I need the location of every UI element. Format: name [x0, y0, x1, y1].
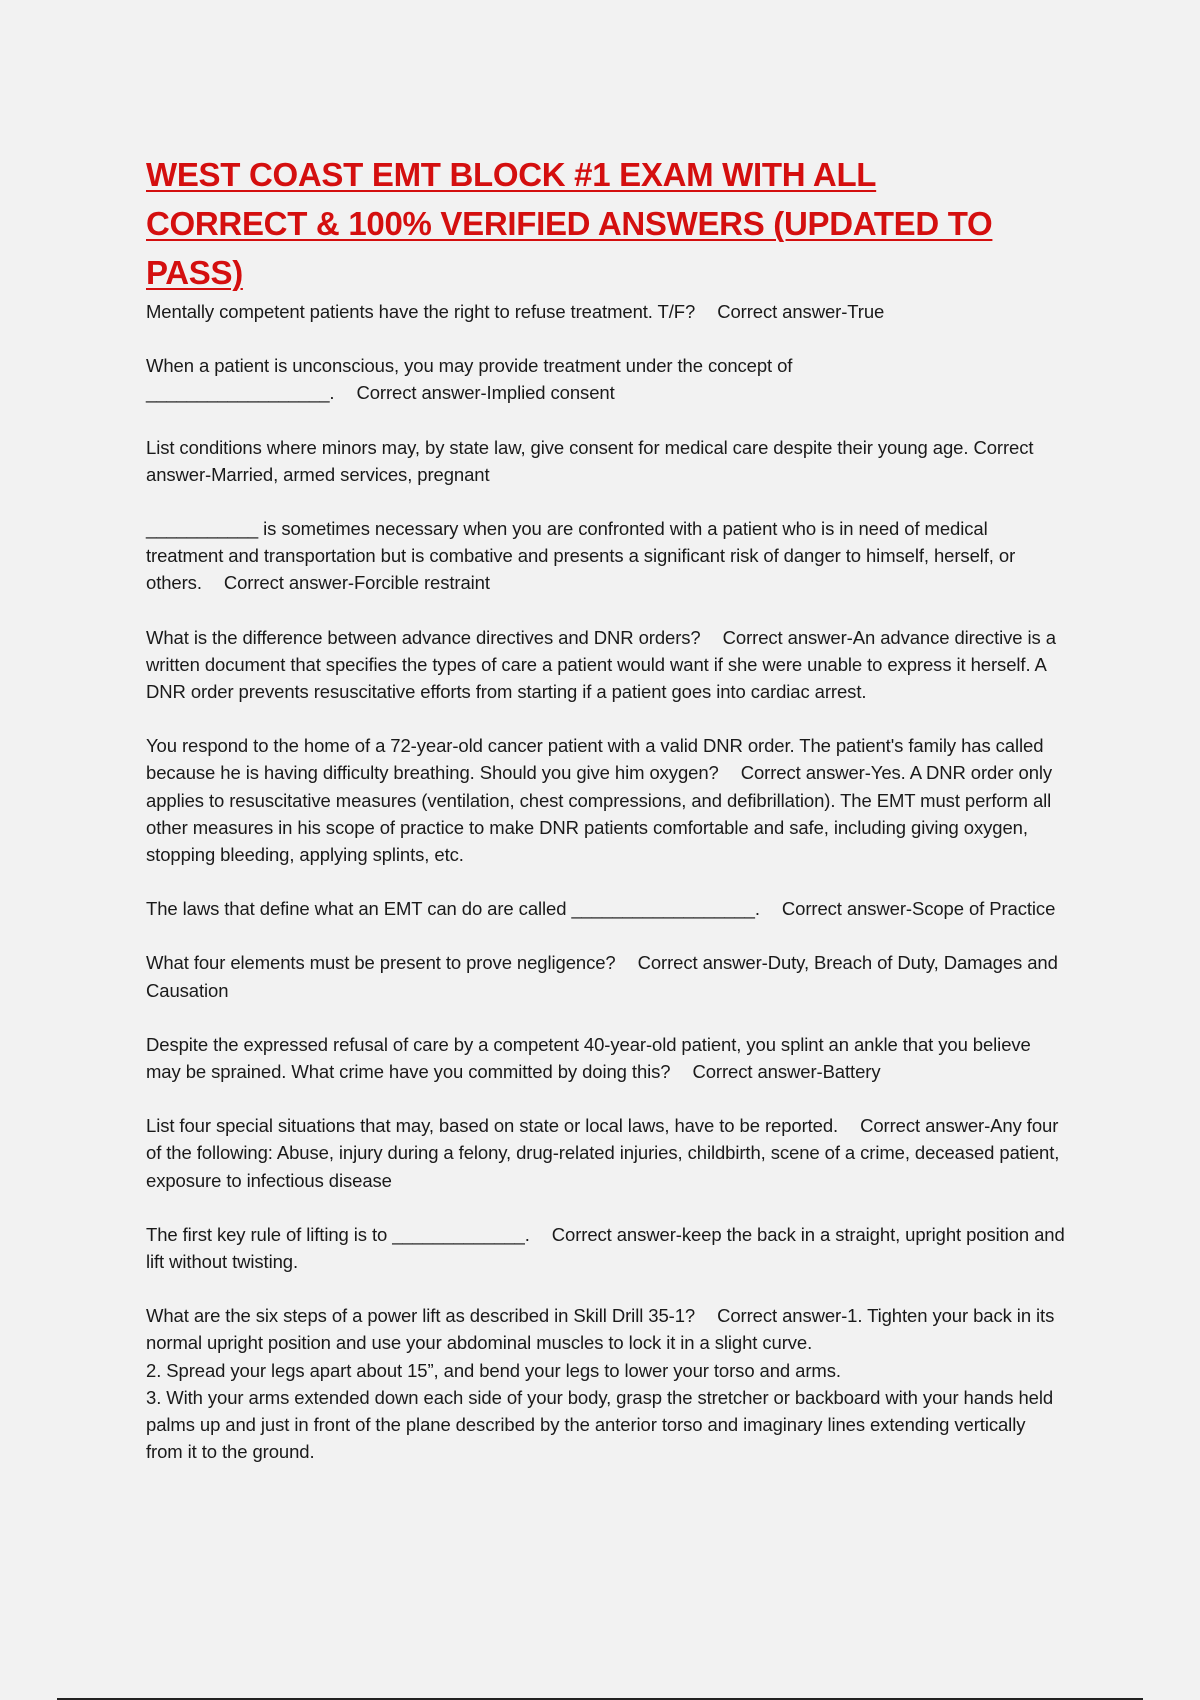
answer-text: Correct answer-1. Tighten your back in its normal upright position and use your abdominal muscles to lock it in a slight curve. 2. Spread your legs apart about 15”, and bend your legs to lower your torso and arms. 3. With your arms extended down each side of your body, grasp the stretcher or backboard with your hands held palms up and just in front of the plane described by the anterior torso and imaginary lines extending vertically from it to the ground. — [146, 1305, 1055, 1463]
qa-item — [146, 624, 1066, 706]
answer-text: Correct answer-Yes. A DNR order only applies to resuscitative measures (ventilation, chest compressions, and defibrillation). The EMT must perform all other measures in his scope of practice to make DNR patients comfortable and safe, including giving oxygen, stopping bleeding, applying splints, etc. — [146, 762, 1053, 866]
question-text: ___________ is sometimes necessary when you are confronted with a patient who is in need of medical treatment and transportation but is combative and presents a significant risk of danger to himself, herself, or others. — [146, 518, 1016, 594]
question-text: List four special situations that may, based on state or local laws, have to be reported. — [146, 1115, 839, 1137]
qa-item — [146, 895, 1066, 922]
answer-text: Correct answer-Forcible restraint — [223, 572, 490, 594]
qa-item — [146, 949, 1066, 1003]
answer-text: Correct answer-Implied consent — [356, 382, 615, 404]
qa-item — [146, 1031, 1066, 1085]
qa-item — [146, 732, 1066, 868]
qa-item — [146, 434, 1066, 488]
answer-text: Correct answer-An advance directive is a written document that specifies the types of care a patient would want if she were unable to express it herself. A DNR order prevents resuscitative efforts from starting if a patient goes into cardiac arrest. — [146, 626, 1056, 703]
qa-item — [146, 1221, 1066, 1275]
answer-text: Correct answer-Any four of the following: Abuse, injury during a felony, drug-related injuries, childbirth, scene of a crime, deceased patient, exposure to infectious disease — [146, 1115, 1060, 1191]
answer-text: Correct answer-True — [717, 301, 885, 322]
qa-item — [146, 1302, 1066, 1465]
question-text: What are the six steps of a power lift as described in Skill Drill 35-1? — [146, 1305, 696, 1327]
qa-list — [146, 298, 1066, 1466]
question-text: Despite the expressed refusal of care by a competent 40-year-old patient, you splint an ankle that you believe may be sprained. What crime have you committed by doing this? — [146, 1033, 1031, 1083]
question-text: What is the difference between advance directives and DNR orders? — [146, 626, 701, 648]
answer-text: Correct answer-Battery — [692, 1061, 881, 1083]
answer-text: Correct answer-Scope of Practice — [781, 898, 1056, 920]
question-text: The laws that define what an EMT can do are called __________________. — [146, 898, 760, 920]
answer-text: Correct answer-Married, armed services, pregnant — [146, 436, 1034, 485]
answer-text: Correct answer-Duty, Breach of Duty, Damages and Causation — [146, 952, 1058, 1001]
question-text: What four elements must be present to prove negligence? — [146, 952, 616, 974]
qa-item — [146, 1112, 1066, 1194]
answer-text: Correct answer-keep the back in a straight, upright position and lift without twisting. — [146, 1223, 1065, 1273]
qa-item — [146, 298, 1066, 325]
question-text: You respond to the home of a 72-year-old cancer patient with a valid DNR order. The patient's family has called because he is having difficulty breathing. Should you give him oxygen? — [146, 735, 1044, 784]
document-page — [146, 150, 1066, 1493]
qa-item — [146, 352, 1066, 406]
qa-item — [146, 515, 1066, 597]
document-title: WEST COAST EMT BLOCK #1 EXAM WITH ALL CORRECT & 100% VERIFIED ANSWERS (UPDATED TO PASS) — [146, 156, 993, 291]
question-text: The first key rule of lifting is to _____________. — [146, 1223, 530, 1245]
question-text: Mentally competent patients have the right to refuse treatment. T/F? — [146, 301, 696, 322]
question-text: When a patient is unconscious, you may provide treatment under the concept of __________________. — [146, 355, 793, 404]
question-text: List conditions where minors may, by state law, give consent for medical care despite their young age. — [146, 436, 969, 458]
